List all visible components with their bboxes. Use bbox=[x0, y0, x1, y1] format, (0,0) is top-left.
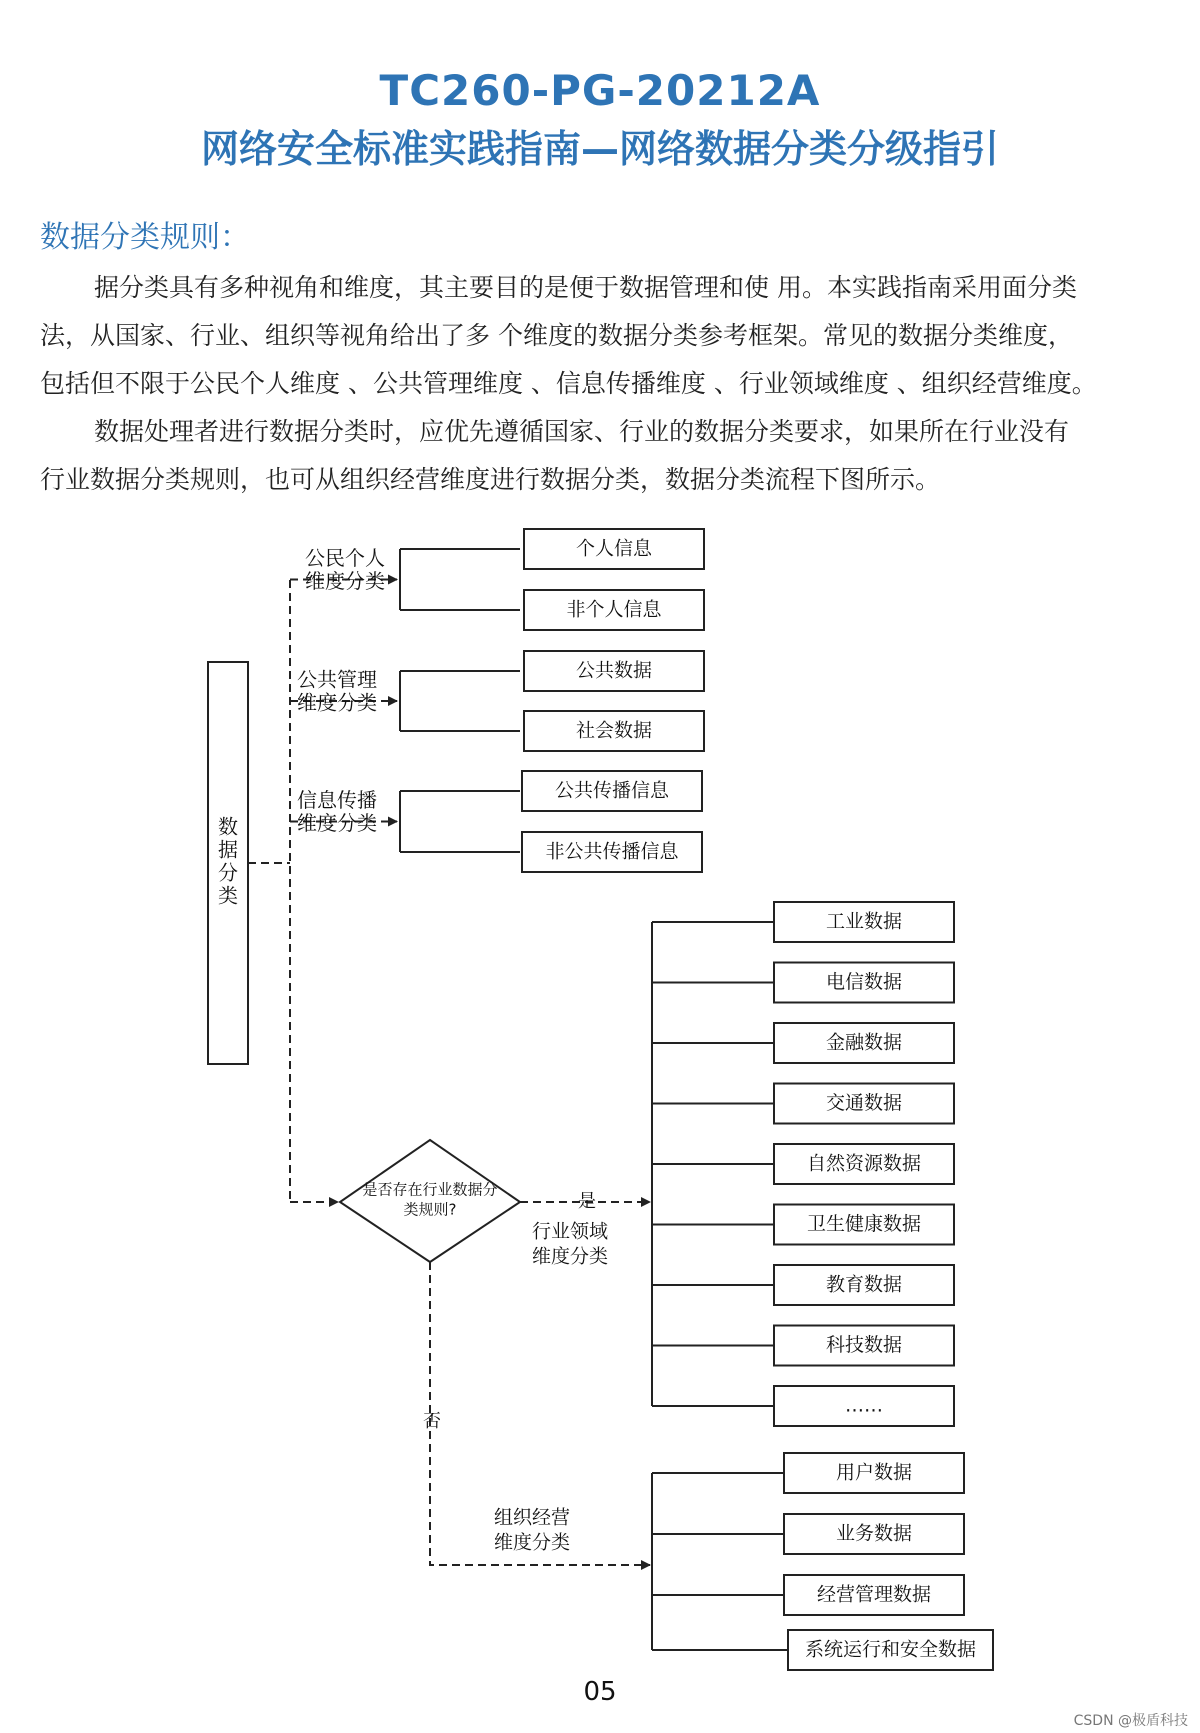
document-code: TC260-PG-20212A bbox=[379, 66, 821, 115]
category-box-label: 公共数据 bbox=[575, 659, 653, 682]
org-box-label: 用户数据 bbox=[835, 1461, 913, 1484]
industry-box-label: …… bbox=[845, 1394, 883, 1417]
group-label-line: 公共管理 bbox=[297, 667, 377, 692]
root-label-char: 类 bbox=[218, 883, 238, 908]
industry-label-line: 维度分类 bbox=[531, 1245, 609, 1268]
industry-box-label: 交通数据 bbox=[825, 1092, 903, 1114]
industry-box-label: 教育数据 bbox=[825, 1273, 903, 1296]
industry-box-label: 金融数据 bbox=[825, 1031, 903, 1054]
group-label-line: 维度分类 bbox=[297, 811, 377, 835]
org-box-label: 业务数据 bbox=[835, 1522, 913, 1545]
category-box-label: 公共传播信息 bbox=[554, 779, 670, 802]
category-box-label: 社会数据 bbox=[575, 719, 653, 742]
category-box-label: 非个人信息 bbox=[566, 598, 662, 621]
industry-box-label: 工业数据 bbox=[825, 910, 903, 933]
root-label-char: 据 bbox=[218, 837, 238, 862]
group-label-line: 信息传播 bbox=[297, 788, 377, 812]
paragraph-line: 法，从国家、行业、组织等视角给出了多 个维度的数据分类参考框架。常见的数据分类维度， bbox=[40, 321, 1073, 350]
category-box-label: 个人信息 bbox=[575, 537, 653, 560]
category-box-label: 非公共传播信息 bbox=[545, 840, 679, 863]
paragraph-line: 行业数据分类规则，也可从组织经营维度进行数据分类，数据分类流程下图所示。 bbox=[40, 465, 941, 494]
group-label-line: 维度分类 bbox=[297, 690, 377, 715]
group-label-line: 公民个人 bbox=[305, 546, 385, 570]
root-label-char: 分 bbox=[218, 860, 238, 885]
industry-box-label: 电信数据 bbox=[825, 971, 903, 993]
paragraph-line: 数据处理者进行数据分类时，应优先遵循国家、行业的数据分类要求，如果所在行业没有 bbox=[94, 417, 1070, 446]
org-label-line: 组织经营 bbox=[493, 1506, 571, 1529]
page-number: 05 bbox=[583, 1677, 617, 1707]
yes-label: 是 bbox=[578, 1191, 596, 1212]
decision-text: 是否存在行业数据分 bbox=[362, 1180, 498, 1199]
industry-box-label: 自然资源数据 bbox=[806, 1152, 922, 1175]
document-title: 网络安全标准实践指南—网络数据分类分级指引 bbox=[200, 127, 999, 171]
paragraph-line: 据分类具有多种视角和维度，其主要目的是便于数据管理和使 用。本实践指南采用面分类 bbox=[94, 273, 1077, 302]
industry-box-label: 卫生健康数据 bbox=[806, 1213, 922, 1235]
root-label-char: 数 bbox=[218, 814, 238, 839]
industry-box-label: 科技数据 bbox=[825, 1334, 903, 1356]
section-heading: 数据分类规则： bbox=[40, 220, 250, 255]
group-label-line: 维度分类 bbox=[305, 569, 385, 593]
no-label: 否 bbox=[423, 1411, 441, 1432]
decision-text: 类规则? bbox=[403, 1200, 457, 1219]
industry-label-line: 行业领域 bbox=[531, 1220, 609, 1243]
footer-watermark: CSDN @极盾科技 bbox=[1073, 1713, 1188, 1729]
org-box-label: 经营管理数据 bbox=[816, 1583, 932, 1606]
org-box-label: 系统运行和安全数据 bbox=[804, 1638, 977, 1661]
paragraph-line: 包括但不限于公民个人维度 、公共管理维度 、信息传播维度 、行业领域维度 、组织经营维度。 bbox=[40, 369, 1097, 398]
org-label-line: 维度分类 bbox=[493, 1531, 571, 1554]
